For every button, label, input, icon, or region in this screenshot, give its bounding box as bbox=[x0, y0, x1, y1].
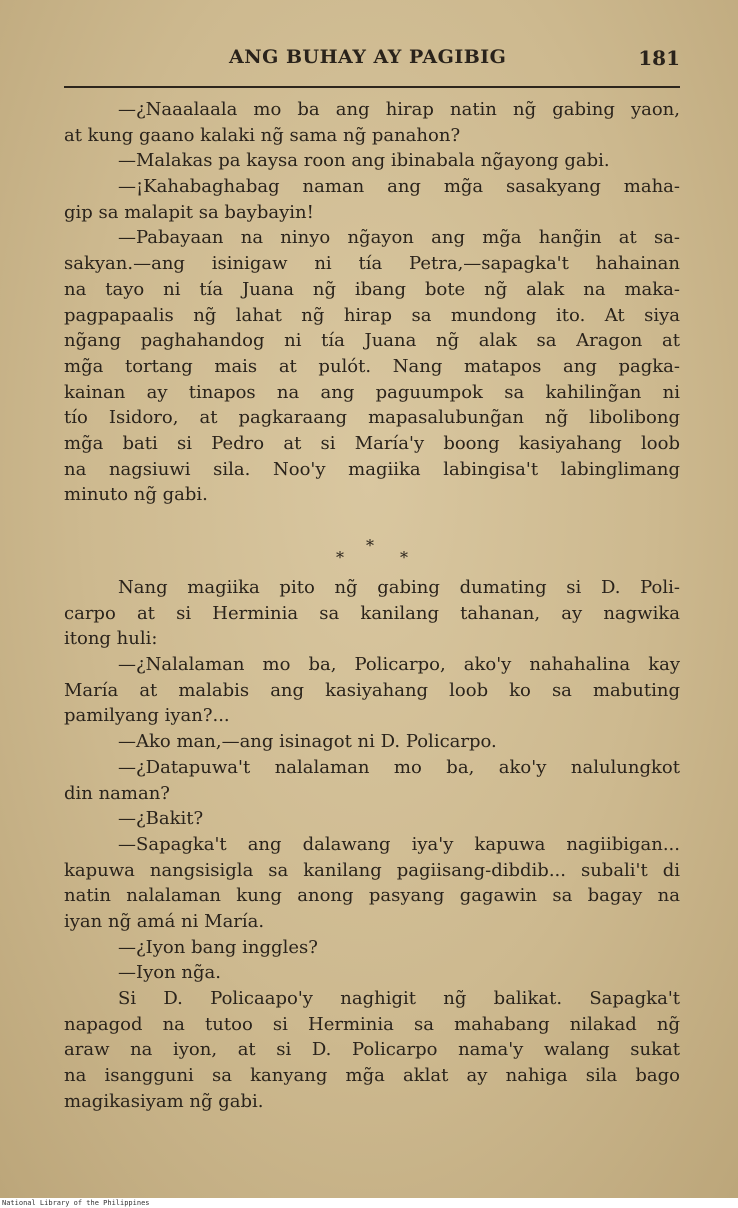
text-block-1 bbox=[64, 97, 680, 508]
text-line: mg̃a tortang mais at pulót. Nang matapos ang pagka- bbox=[64, 355, 680, 377]
section-separator bbox=[0, 536, 738, 566]
text-line: María at malabis ang kasiyahang loob ko sa mabuting bbox=[64, 679, 680, 701]
page-number: 181 bbox=[638, 46, 680, 70]
running-title: ANG BUHAY AY PAGIBIG bbox=[229, 46, 507, 68]
text-line: —¿Nalalaman mo ba, Policarpo, ako'y nahahalina kay bbox=[118, 654, 680, 676]
text-line: —Pabayaan na ninyo ng̃ayon ang mg̃a hang̃in at sa- bbox=[118, 227, 680, 249]
separator-star: * bbox=[366, 536, 374, 555]
text-line: —Sapagka't ang dalawang iya'y kapuwa nagiibigan... bbox=[118, 833, 680, 855]
text-line: at kung gaano kalaki ng̃ sama ng̃ panahon? bbox=[64, 124, 461, 146]
text-line: ng̃ang paghahandog ni tía Juana ng̃ alak sa Aragon at bbox=[64, 330, 680, 352]
text-line: Nang magiika pito ng̃ gabing dumating si D. Poli- bbox=[118, 577, 680, 598]
text-line: kainan ay tinapos na ang paguumpok sa kahiling̃an ni bbox=[64, 381, 680, 403]
separator-star: * bbox=[400, 548, 408, 567]
text-line: magikasiyam ng̃ gabi. bbox=[64, 1090, 264, 1112]
text-line: —¿Naaalaala mo ba ang hirap natin ng̃ gabing yaon, bbox=[118, 99, 680, 120]
text-line: kapuwa nangsisigla sa kanilang pagiisang-dibdib... subali't di bbox=[64, 859, 680, 881]
text-line: pamilyang iyan?... bbox=[64, 705, 230, 727]
text-line: itong huli: bbox=[64, 628, 158, 650]
text-line: minuto ng̃ gabi. bbox=[64, 484, 208, 506]
text-line: —¿Datapuwa't nalalaman mo ba, ako'y nalulungkot bbox=[118, 756, 680, 778]
text-line: —Malakas pa kaysa roon ang ibinabala ng̃ayong gabi. bbox=[118, 150, 610, 172]
separator-star: * bbox=[336, 548, 344, 567]
text-line: na tayo ni tía Juana ng̃ ibang bote ng̃ alak na maka- bbox=[64, 278, 680, 300]
text-line: —Iyon ng̃a. bbox=[118, 962, 221, 984]
text-line: Si D. Policaapo'y naghigit ng̃ balikat. Sapagka't bbox=[118, 988, 680, 1009]
text-line: —Ako man,—ang isinagot ni D. Policarpo. bbox=[118, 731, 497, 753]
text-line: mg̃a bati si Pedro at si María'y boong kasiyahang loob bbox=[64, 432, 680, 454]
page-header bbox=[64, 46, 680, 76]
text-line: napagod na tutoo si Herminia sa mahabang nilakad ng̃ bbox=[64, 1013, 680, 1035]
text-line: iyan ng̃ amá ni María. bbox=[64, 910, 265, 932]
text-line: —¿Bakit? bbox=[118, 808, 204, 830]
text-line: na nagsiuwi sila. Noo'y magiika labingisa't labinglimang bbox=[64, 458, 680, 480]
header-rule bbox=[64, 86, 680, 88]
text-line: carpo at si Herminia sa kanilang tahanan, ay nagwika bbox=[64, 602, 680, 624]
library-attribution: National Library of the Philippines bbox=[2, 1199, 150, 1207]
text-line: —¿Iyon bang inggles? bbox=[118, 936, 318, 958]
text-line: natin nalalaman kung anong pasyang gagawin sa bagay na bbox=[64, 885, 680, 907]
text-line: sakyan.—ang isinigaw ni tía Petra,—sapagka't hahainan bbox=[64, 253, 680, 275]
text-block-2 bbox=[64, 575, 680, 1114]
text-line: na isangguni sa kanyang mg̃a aklat ay nahiga sila bago bbox=[64, 1065, 680, 1087]
text-line: tío Isidoro, at pagkaraang mapasalubung̃an ng̃ libolibong bbox=[64, 407, 680, 429]
text-line: gip sa malapit sa baybayin! bbox=[64, 201, 314, 223]
text-line: pagpapaalis ng̃ lahat ng̃ hirap sa mundong ito. At siya bbox=[64, 304, 680, 326]
text-line: —¡Kahabaghabag naman ang mg̃a sasakyang maha- bbox=[118, 176, 680, 198]
text-line: araw na iyon, at si D. Policarpo nama'y walang sukat bbox=[64, 1039, 680, 1061]
text-line: din naman? bbox=[64, 782, 170, 804]
